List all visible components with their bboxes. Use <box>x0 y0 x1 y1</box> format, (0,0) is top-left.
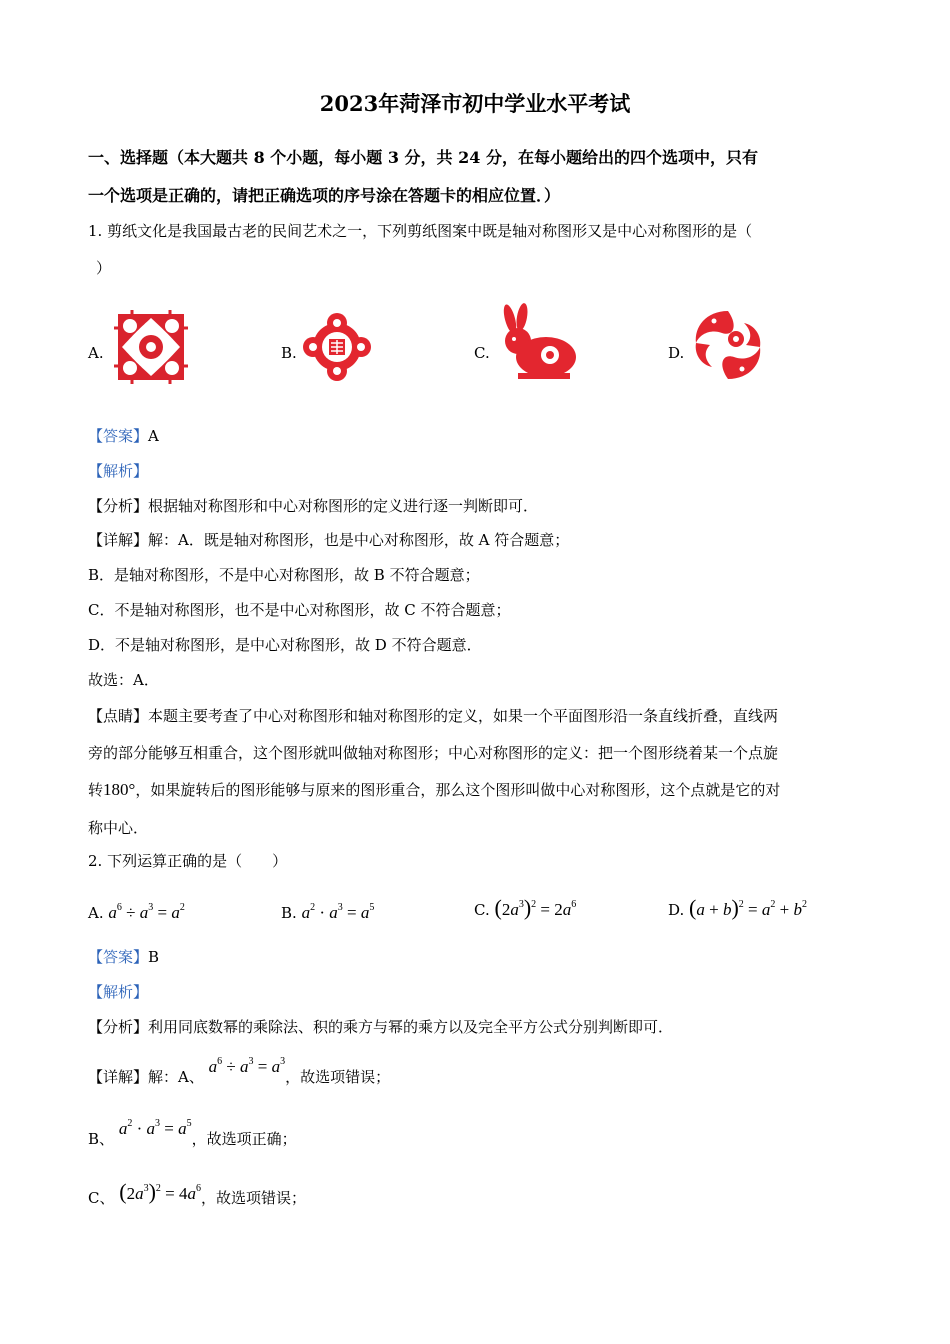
detail-text: 解：A．既是轴对称图形，也是中心对称图形，故 A 符合题意； <box>148 531 570 549</box>
formula-a: $a^6 \div a^3 = a^2$ <box>108 902 185 922</box>
formula-d: $(a + b)^2 = a^2 + b^2$ <box>689 895 807 920</box>
angle-180: 180° <box>103 780 136 799</box>
q2-answer <box>88 947 159 967</box>
detail-prefix: 解：A、 <box>148 1068 204 1086</box>
q1-detail-line-2: B．是轴对称图形，不是中心对称图形，故 B 不符合题意； <box>88 566 480 584</box>
q1-comment-line-2: 旁的部分能够互相重合，这个图形就叫做轴对称图形；中心对称图形的定义：把一个图形绕着某一个点旋 <box>88 744 779 762</box>
q1-option-c-label: C. <box>474 344 490 362</box>
detail-prefix: C、 <box>88 1189 115 1207</box>
comment-tag: 【点睛】 <box>88 707 149 725</box>
q2-detail-a <box>88 1056 391 1087</box>
detail-tag: 【详解】 <box>88 1068 149 1086</box>
q1-analysis-tag: 【解析】 <box>88 462 149 480</box>
detail-suffix: ，故选项错误； <box>201 1189 307 1207</box>
answer-value: A <box>148 427 159 445</box>
formula-detail-b: $a^2 \cdot a^3 = a^5$ <box>118 1118 192 1138</box>
detail-suffix: ，故选项正确； <box>191 1130 297 1148</box>
q1-detail-line-1 <box>88 530 569 550</box>
q2-option-c <box>474 895 576 920</box>
formula-detail-c: $(2a^3)^2 = 4a^6$ <box>119 1179 202 1204</box>
page-title: 2023年菏泽市初中学业水平考试 <box>319 91 631 116</box>
answer-tag: 【答案】 <box>88 427 149 445</box>
q1-fenxi <box>88 496 538 516</box>
papercut-twin-fish-image <box>688 305 768 385</box>
q2-fenxi <box>88 1017 673 1037</box>
papercut-double-happiness-image <box>302 312 372 382</box>
comment-text-segment: 转 <box>88 781 104 799</box>
q1-stem-line-1: 1. 剪纸文化是我国最古老的民间艺术之一，下列剪纸图案中既是轴对称图形又是中心对称图形的是（ <box>88 222 753 240</box>
q1-comment-line-1 <box>88 706 778 726</box>
option-label: B. <box>281 904 297 922</box>
q2-detail-b <box>88 1118 297 1149</box>
q2-stem: 2. 下列运算正确的是（ ） <box>88 852 288 870</box>
formula-detail-a: $a^6 \div a^3 = a^3$ <box>208 1056 286 1076</box>
detail-prefix: B、 <box>88 1130 115 1148</box>
formula-b: $a^2 \cdot a^3 = a^5$ <box>301 902 375 922</box>
fenxi-text: 根据轴对称图形和中心对称图形的定义进行逐一判断即可． <box>148 497 539 515</box>
q1-comment-line-4: 称中心． <box>88 819 149 837</box>
papercut-square-pattern-image <box>112 308 190 386</box>
q1-option-d-label: D. <box>668 344 685 362</box>
detail-tag: 【详解】 <box>88 531 149 549</box>
q1-detail-line-3: C．不是轴对称图形，也不是中心对称图形，故 C 不符合题意； <box>88 601 511 619</box>
q2-option-b <box>281 898 374 923</box>
detail-suffix: ，故选项错误； <box>285 1068 391 1086</box>
q2-option-d <box>668 895 807 920</box>
option-label: C. <box>474 901 490 919</box>
option-label: D. <box>668 901 685 919</box>
papercut-rabbit-image <box>496 303 582 383</box>
q1-option-a-label: A. <box>88 344 104 362</box>
q2-option-a <box>88 898 185 923</box>
formula-c: $(2a^3)^2 = 2a^6$ <box>494 895 577 920</box>
section-heading-line-2: 一个选项是正确的，请把正确选项的序号涂在答题卡的相应位置．） <box>88 186 561 205</box>
fenxi-text: 利用同底数幂的乘除法、积的乘方与幂的乘方以及完全平方公式分别判断即可． <box>148 1018 674 1036</box>
q2-detail-c <box>88 1179 307 1208</box>
section-heading-line-1: 一、选择题（本大题共 8 个小题，每小题 3 分，共 24 分，在每小题给出的四个选项中，只有 <box>88 148 758 167</box>
option-label: A. <box>88 904 104 922</box>
q2-analysis-tag: 【解析】 <box>88 983 149 1001</box>
fenxi-tag: 【分析】 <box>88 1018 149 1036</box>
comment-text-segment: ，如果旋转后的图形能够与原来的图形重合，那么这个图形叫做中心对称图形，这个点就是它的对 <box>135 781 781 799</box>
q1-stem-line-2: ） <box>96 259 112 277</box>
q1-detail-line-5: 故选：A． <box>88 671 159 689</box>
q1-option-b-label: B. <box>281 344 297 362</box>
q1-detail-line-4: D．不是轴对称图形，是中心对称图形，故 D 不符合题意． <box>88 636 482 654</box>
q1-comment-line-3 <box>88 780 780 800</box>
comment-text: 本题主要考查了中心对称图形和轴对称图形的定义，如果一个平面图形沿一条直线折叠，直线两 <box>148 707 779 725</box>
fenxi-tag: 【分析】 <box>88 497 149 515</box>
q1-answer <box>88 426 159 446</box>
answer-tag: 【答案】 <box>88 948 149 966</box>
answer-value: B <box>148 948 160 966</box>
